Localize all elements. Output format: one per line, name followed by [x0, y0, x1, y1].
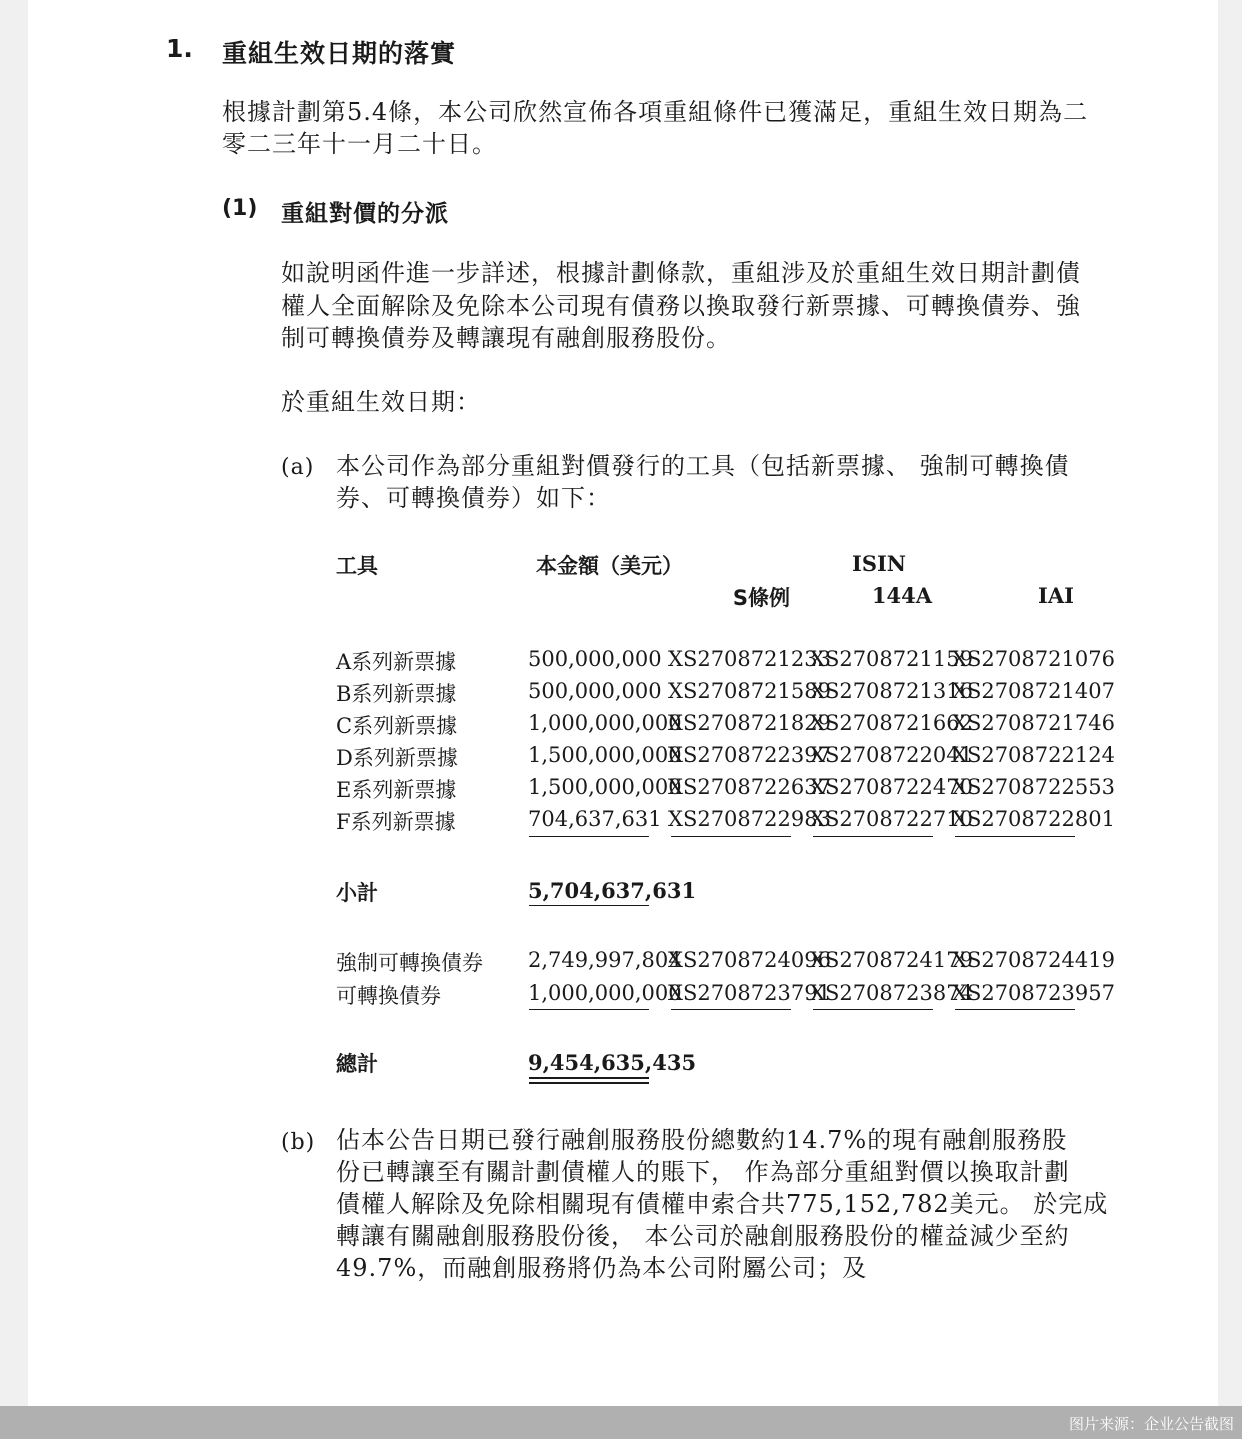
row-name: E系列新票據	[336, 778, 457, 802]
row-iai: XS2708722124	[952, 743, 1115, 767]
row-name: B系列新票據	[336, 682, 457, 706]
row-iai: XS2708721746	[952, 711, 1115, 735]
rule-total-top	[529, 1077, 649, 1079]
rule-144a-bonds	[813, 1009, 933, 1010]
item-b-line-4: 轉讓有關融創服務股份後， 本公司於融創服務股份的權益減少至約	[336, 1222, 1070, 1250]
row-reg-s: XS2708723791	[668, 981, 831, 1005]
rule-total-bottom	[529, 1082, 649, 1084]
row-amount: 500,000,000	[528, 679, 662, 703]
row-reg-s: XS2708721589	[668, 679, 831, 703]
header-144a: 144A	[871, 583, 932, 608]
row-name: 可轉換債券	[336, 984, 441, 1008]
row-144a: XS2708721316	[810, 679, 973, 703]
item-b-label: (b)	[281, 1130, 316, 1155]
item-a-line-1: 本公司作為部分重組對價發行的工具（包括新票據、 強制可轉換債	[336, 452, 1070, 480]
row-144a: XS2708722710	[810, 807, 973, 831]
item-b-line-3: 債權人解除及免除相關現有債權申索合共775,152,782美元。 於完成	[336, 1190, 1109, 1218]
row-amount: 1,000,000,000	[528, 981, 682, 1005]
row-name: F系列新票據	[336, 810, 456, 834]
row-iai: XS2708724419	[952, 948, 1115, 972]
row-name: 強制可轉換債券	[336, 951, 483, 975]
subsection-body-line-2: 權人全面解除及免除本公司現有債務以換取發行新票據、可轉換債券、強	[281, 292, 1081, 320]
row-amount: 1,000,000,000	[528, 711, 682, 735]
row-name: A系列新票據	[336, 650, 457, 674]
header-principal: 本金額（美元）	[536, 554, 683, 578]
item-b-line-2: 份已轉讓至有關計劃債權人的賬下， 作為部分重組對價以換取計劃	[336, 1158, 1070, 1186]
rule-amount-notes	[529, 836, 649, 837]
row-reg-s: XS2708724096	[668, 948, 831, 972]
row-144a: XS2708722041	[810, 743, 973, 767]
subtotal-amount: 5,704,637,631	[528, 878, 697, 903]
rule-amount-bonds	[529, 1009, 649, 1010]
row-name: D系列新票據	[336, 746, 458, 770]
row-144a: XS2708724179	[810, 948, 973, 972]
item-a-label: (a)	[281, 455, 315, 480]
row-iai: XS2708722801	[952, 807, 1115, 831]
header-isin: ISIN	[852, 551, 907, 576]
rule-reg-s-notes	[671, 836, 791, 837]
section-intro-line-2: 零二三年十一月二十日。	[222, 130, 497, 158]
rule-reg-s-bonds	[671, 1009, 791, 1010]
row-iai: XS2708721076	[952, 647, 1115, 671]
row-reg-s: XS2708722397	[668, 743, 831, 767]
on-effective-date-text: 於重組生效日期：	[281, 388, 481, 416]
row-reg-s: XS2708722983	[668, 807, 831, 831]
subsection-title: 重組對價的分派	[281, 201, 449, 227]
header-instrument: 工具	[336, 554, 378, 578]
row-reg-s: XS2708721233	[668, 647, 831, 671]
item-b-line-5: 49.7%，而融創服務將仍為本公司附屬公司；及	[336, 1254, 868, 1282]
total-label: 總計	[336, 1052, 378, 1076]
row-reg-s: XS2708722637	[668, 775, 831, 799]
row-reg-s: XS2708721829	[668, 711, 831, 735]
row-amount: 1,500,000,000	[528, 743, 682, 767]
row-amount: 704,637,631	[528, 807, 662, 831]
row-iai: XS2708721407	[952, 679, 1115, 703]
source-caption: 图片来源：企业公告截图	[1068, 1415, 1234, 1433]
row-144a: XS2708723874	[810, 981, 973, 1005]
row-name: C系列新票據	[336, 714, 458, 738]
section-number: 1.	[166, 34, 193, 63]
row-iai: XS2708723957	[952, 981, 1115, 1005]
row-amount: 2,749,997,804	[528, 948, 682, 972]
subsection-body-line-1: 如說明函件進一步詳述，根據計劃條款，重組涉及於重組生效日期計劃債	[281, 259, 1081, 287]
row-144a: XS2708722470	[810, 775, 973, 799]
header-iai: IAI	[1038, 583, 1074, 608]
row-amount: 1,500,000,000	[528, 775, 682, 799]
source-caption-bar	[0, 1406, 1242, 1439]
item-a-line-2: 券、可轉換債券）如下：	[336, 484, 611, 512]
rule-144a-notes	[813, 836, 933, 837]
row-iai: XS2708722553	[952, 775, 1115, 799]
subtotal-label: 小計	[336, 881, 378, 905]
row-amount: 500,000,000	[528, 647, 662, 671]
header-reg-s: S條例	[732, 586, 790, 610]
subsection-body-line-3: 制可轉換債券及轉讓現有融創服務股份。	[281, 324, 731, 352]
row-144a: XS2708721159	[810, 647, 973, 671]
rule-subtotal	[529, 905, 649, 906]
section-intro-line-1: 根據計劃第5.4條，本公司欣然宣佈各項重組條件已獲滿足，重組生效日期為二	[222, 98, 1089, 126]
rule-iai-bonds	[955, 1009, 1075, 1010]
subsection-number: (1)	[222, 196, 258, 221]
item-b-line-1: 佔本公告日期已發行融創服務股份總數約14.7%的現有融創服務股	[336, 1126, 1068, 1154]
total-amount: 9,454,635,435	[528, 1050, 697, 1075]
row-144a: XS2708721662	[810, 711, 973, 735]
section-title: 重組生效日期的落實	[222, 39, 457, 68]
rule-iai-notes	[955, 836, 1075, 837]
